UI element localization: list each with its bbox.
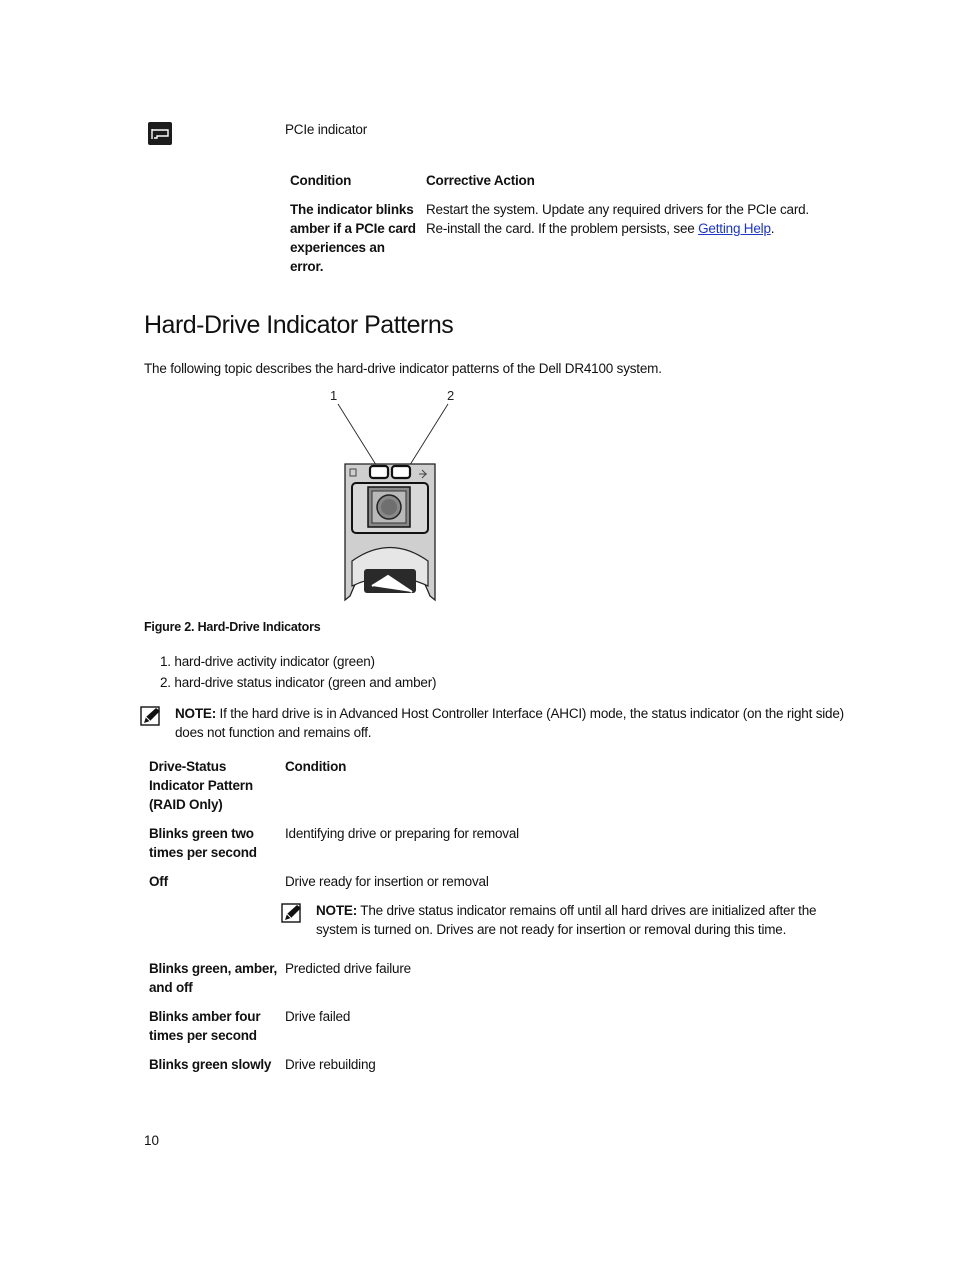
pcie-table-header-action: Corrective Action (426, 173, 535, 188)
hard-drive-figure (320, 386, 470, 602)
status-table-header-pattern: Drive-Status Indicator Pattern (RAID Only) (149, 759, 253, 812)
table-row-pattern: Blinks green two times per second (149, 826, 257, 860)
table-row-pattern: Blinks green, amber, and off (149, 961, 278, 995)
note-pencil-icon (281, 903, 303, 923)
callout-list (160, 651, 436, 693)
note-drive-status: NOTE: The drive status indicator remains off until all hard drives are initialized after the system is turned on. Drives are not ready for insertion or removal during this time. (316, 903, 817, 937)
status-table-header-condition: Condition (285, 759, 347, 774)
table-row-pattern: Blinks amber four times per second (149, 1009, 261, 1043)
note-pencil-icon (140, 706, 162, 726)
pcie-action-cell: Restart the system. Update any required drivers for the PCIe card. Re-install the card. If the problem persists, see Getting Help. (426, 202, 809, 236)
table-row-condition: Identifying drive or preparing for removal (285, 826, 519, 841)
table-row-condition: Drive ready for insertion or removal (285, 874, 489, 889)
list-item: 1. hard-drive activity indicator (green) (160, 654, 375, 669)
callout-2-line (408, 404, 448, 468)
callout-1-line (338, 404, 378, 468)
list-item: 2. hard-drive status indicator (green and amber) (160, 675, 437, 690)
table-row-condition: Drive failed (285, 1009, 351, 1024)
activity-led (370, 466, 388, 478)
table-row-pattern: Off (149, 874, 168, 889)
page-number: 10 (144, 1133, 160, 1148)
status-led (392, 466, 410, 478)
pcie-card-icon (148, 122, 172, 145)
table-row-pattern: Blinks green slowly (149, 1057, 272, 1072)
callout-2-label: 2 (447, 388, 455, 403)
pcie-table-header-condition: Condition (290, 173, 352, 188)
figure-caption: Figure 2. Hard-Drive Indicators (144, 620, 321, 634)
pcie-condition-cell: The indicator blinks amber if a PCIe card experiences an error. (290, 202, 416, 274)
table-row-condition: Predicted drive failure (285, 961, 411, 976)
page-title: Hard-Drive Indicator Patterns (144, 311, 454, 339)
table-row-condition: Drive rebuilding (285, 1057, 376, 1072)
getting-help-link[interactable]: Getting Help (698, 221, 771, 236)
section-intro: The following topic describes the hard-drive indicator patterns of the Dell DR4100 system. (144, 361, 662, 376)
pcie-indicator-label: PCIe indicator (285, 122, 367, 137)
note-ahci: NOTE: If the hard drive is in Advanced Host Controller Interface (AHCI) mode, the status indicator (on the right side) does not function and remains off. (175, 706, 844, 740)
callout-1-label: 1 (330, 388, 338, 403)
